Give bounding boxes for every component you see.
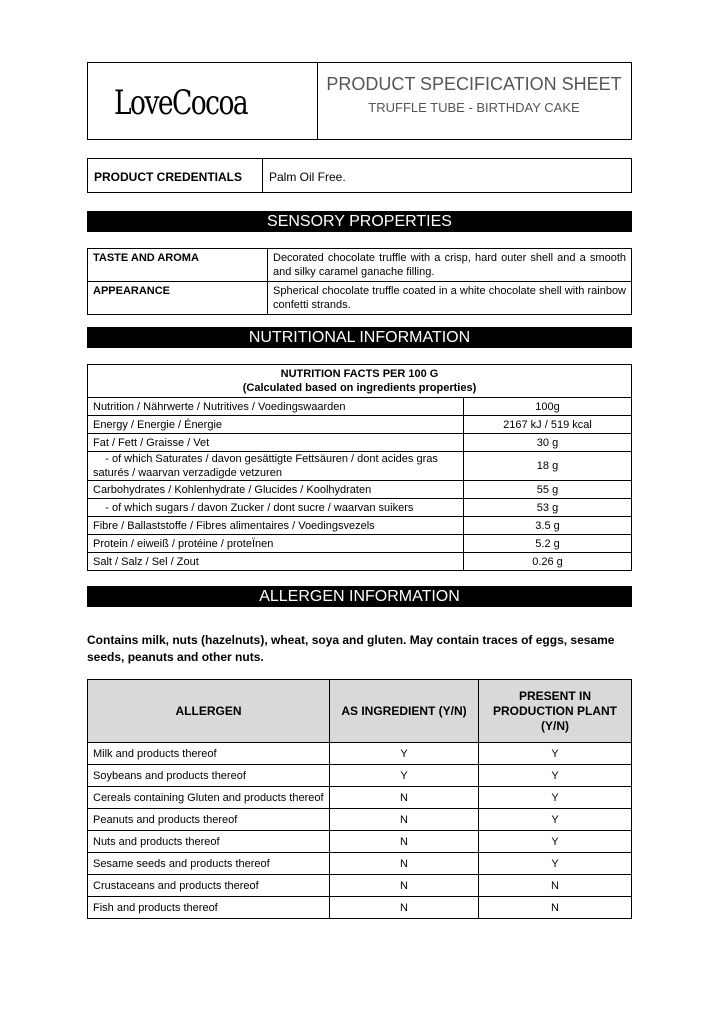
nutrition-heading-line1: NUTRITION FACTS PER 100 G xyxy=(280,368,439,380)
allergen-plant: Y xyxy=(479,853,632,875)
section-bar-nutrition: NUTRITIONAL INFORMATION xyxy=(87,327,632,348)
section-bar-sensory: SENSORY PROPERTIES xyxy=(87,211,632,232)
nutrient-value: 5.2 g xyxy=(464,535,632,553)
sensory-label: APPEARANCE xyxy=(88,282,268,315)
allergen-ingredient: N xyxy=(330,853,479,875)
sensory-label: TASTE AND AROMA xyxy=(88,249,268,282)
column-header-ingredient: AS INGREDIENT (Y/N) xyxy=(330,680,479,743)
allergen-name: Crustaceans and products thereof xyxy=(88,875,330,897)
nutrient-label: - of which sugars / davon Zucker / dont sucre / waarvan suikers xyxy=(88,499,464,517)
column-header-plant: PRESENT IN PRODUCTION PLANT (Y/N) xyxy=(479,680,632,743)
brand-logo: LoveCocoa xyxy=(114,83,248,123)
allergen-table xyxy=(87,679,632,919)
allergen-name: Fish and products thereof xyxy=(88,897,330,919)
table-row xyxy=(88,452,632,481)
document-header xyxy=(87,62,632,140)
allergen-plant: N xyxy=(479,875,632,897)
table-row xyxy=(88,499,632,517)
allergen-name: Nuts and products thereof xyxy=(88,831,330,853)
nutrient-value: 53 g xyxy=(464,499,632,517)
table-row xyxy=(88,897,632,919)
nutrient-value: 18 g xyxy=(464,452,632,481)
nutrient-label: Salt / Salz / Sel / Zout xyxy=(88,553,464,571)
table-row xyxy=(88,831,632,853)
section-bar-allergen: ALLERGEN INFORMATION xyxy=(87,586,632,607)
nutrition-table xyxy=(87,364,632,571)
table-row xyxy=(88,398,632,416)
allergen-name: Cereals containing Gluten and products thereof xyxy=(88,787,330,809)
nutrition-heading-line2: (Calculated based on ingredients properties) xyxy=(242,382,477,394)
credentials-label: PRODUCT CREDENTIALS xyxy=(88,159,263,192)
table-row xyxy=(88,553,632,571)
allergen-name: Peanuts and products thereof xyxy=(88,809,330,831)
credentials-value: Palm Oil Free. xyxy=(269,170,346,184)
nutrient-value: 3.5 g xyxy=(464,517,632,535)
table-row xyxy=(88,481,632,499)
allergen-plant: Y xyxy=(479,831,632,853)
allergen-ingredient: N xyxy=(330,897,479,919)
table-row xyxy=(88,875,632,897)
allergen-plant: Y xyxy=(479,809,632,831)
nutrient-value: 2167 kJ / 519 kcal xyxy=(464,416,632,434)
sensory-value: Spherical chocolate truffle coated in a white chocolate shell with rainbow confetti strands. xyxy=(268,282,632,315)
nutrient-value: 30 g xyxy=(464,434,632,452)
sensory-value: Decorated chocolate truffle with a crisp, hard outer shell and a smooth and silky caramel ganache filling. xyxy=(268,249,632,282)
product-name: TRUFFLE TUBE - BIRTHDAY CAKE xyxy=(368,100,580,115)
table-row xyxy=(88,535,632,553)
table-row xyxy=(88,787,632,809)
allergen-name: Soybeans and products thereof xyxy=(88,765,330,787)
allergen-ingredient: N xyxy=(330,875,479,897)
nutrient-label: Nutrition / Nährwerte / Nutritives / Voedingswaarden xyxy=(88,398,464,416)
allergen-ingredient: N xyxy=(330,787,479,809)
sensory-table xyxy=(87,248,632,315)
allergen-ingredient: N xyxy=(330,831,479,853)
table-row xyxy=(88,853,632,875)
table-row xyxy=(88,249,632,282)
nutrient-label: Carbohydrates / Kohlenhydrate / Glucides / Koolhydraten xyxy=(88,481,464,499)
logo-cell xyxy=(88,63,318,139)
nutrient-label: Fat / Fett / Graisse / Vet xyxy=(88,434,464,452)
allergen-ingredient: N xyxy=(330,809,479,831)
allergen-plant: Y xyxy=(479,787,632,809)
table-row xyxy=(88,365,632,398)
nutrient-label: Protein / eiweiß / protéine / proteÏnen xyxy=(88,535,464,553)
table-row xyxy=(88,809,632,831)
table-row xyxy=(88,434,632,452)
table-row xyxy=(88,416,632,434)
allergen-name: Milk and products thereof xyxy=(88,743,330,765)
nutrition-heading xyxy=(88,365,632,398)
allergen-plant: N xyxy=(479,897,632,919)
allergen-plant: Y xyxy=(479,743,632,765)
allergen-plant: Y xyxy=(479,765,632,787)
nutrient-value: 0.26 g xyxy=(464,553,632,571)
table-row xyxy=(88,282,632,315)
nutrient-label: Energy / Energie / Énergie xyxy=(88,416,464,434)
column-header-allergen: ALLERGEN xyxy=(88,680,330,743)
product-credentials xyxy=(87,158,632,193)
table-row xyxy=(88,765,632,787)
allergen-statement: Contains milk, nuts (hazelnuts), wheat, soya and gluten. May contain traces of eggs, sesame seeds, peanuts and other nuts. xyxy=(87,633,615,664)
nutrient-label: - of which Saturates / davon gesättigte Fettsäuren / dont acides gras saturés / waarvan verzadigde vetzuren xyxy=(88,452,464,481)
allergen-ingredient: Y xyxy=(330,765,479,787)
table-row xyxy=(88,517,632,535)
nutrient-label: Fibre / Ballaststoffe / Fibres alimentaires / Voedingsvezels xyxy=(88,517,464,535)
table-header-row xyxy=(88,680,632,743)
nutrient-value: 55 g xyxy=(464,481,632,499)
document-title: PRODUCT SPECIFICATION SHEET xyxy=(326,74,622,94)
allergen-ingredient: Y xyxy=(330,743,479,765)
allergen-name: Sesame seeds and products thereof xyxy=(88,853,330,875)
table-row xyxy=(88,743,632,765)
title-cell xyxy=(317,63,631,139)
nutrient-value: 100g xyxy=(464,398,632,416)
